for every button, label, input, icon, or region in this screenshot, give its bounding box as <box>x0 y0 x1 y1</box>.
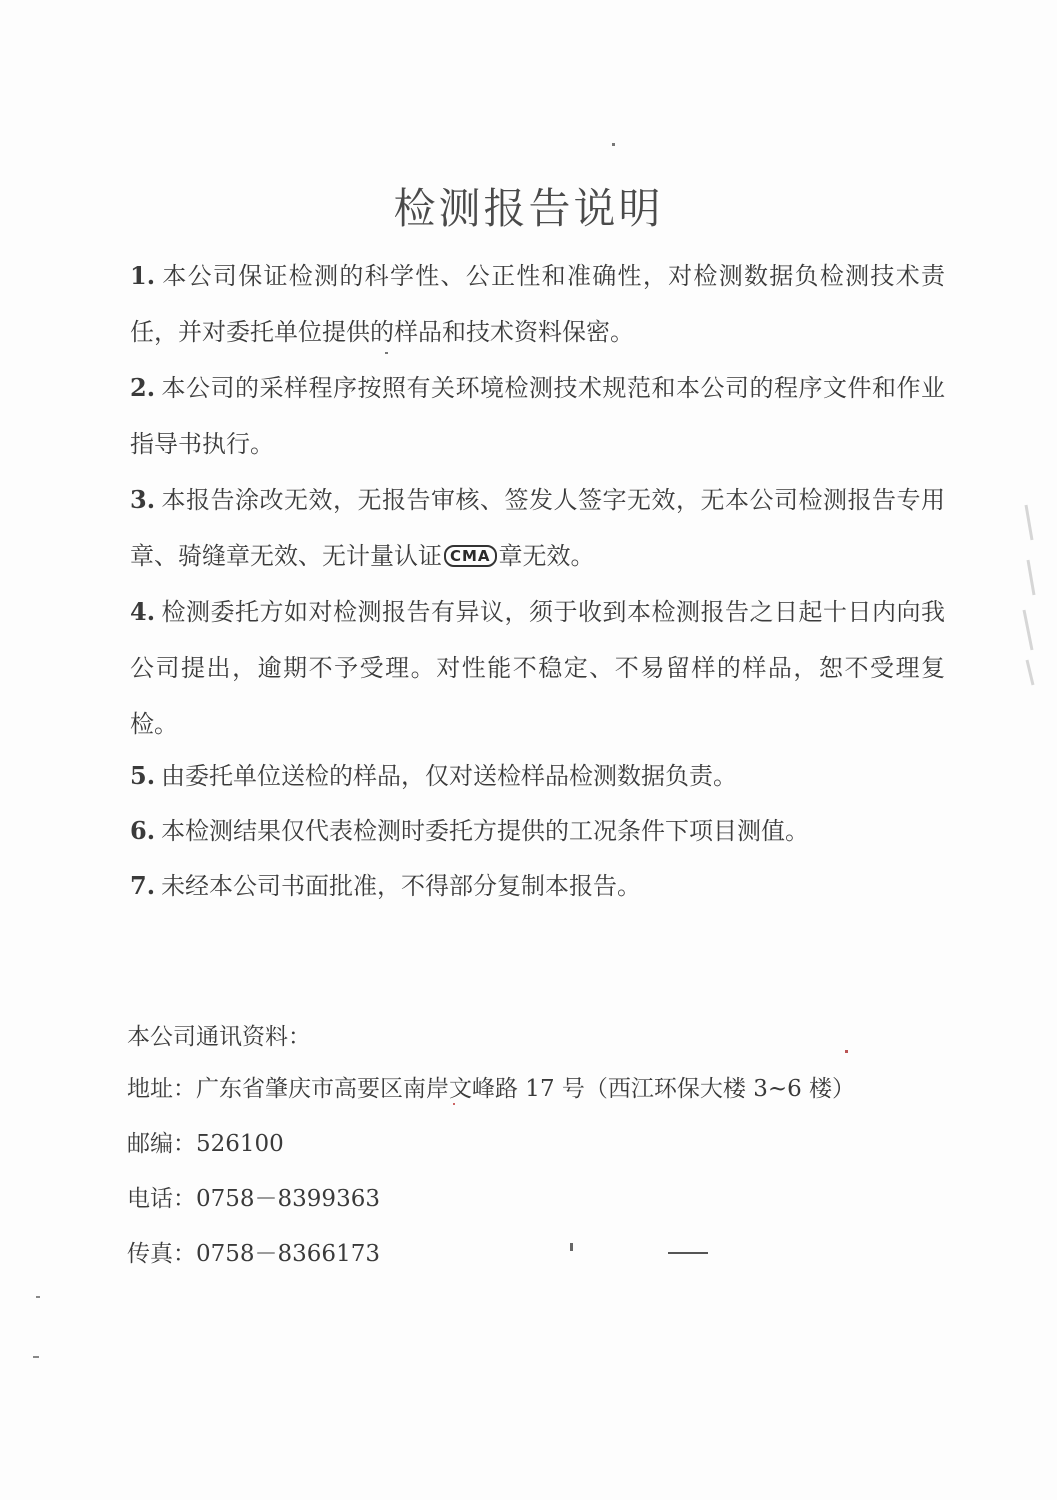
list-item <box>130 858 945 914</box>
list-item <box>130 803 945 859</box>
item-text: 未经本公司书面批准，不得部分复制本报告。 <box>161 872 642 900</box>
item-number: 2. <box>130 373 156 402</box>
item-text: 本公司的采样程序按照有关环境检测技术规范和本公司的程序文件和作业指导书执行。 <box>130 374 945 458</box>
item-text: 由委托单位送检的样品，仅对送检样品检测数据负责。 <box>161 762 738 790</box>
fax-value: 0758－8366173 <box>196 1241 380 1267</box>
list-item <box>130 584 945 752</box>
contact-fax <box>127 1235 380 1268</box>
scan-speck <box>33 1356 39 1358</box>
scan-speck <box>385 352 388 354</box>
item-text: 检测委托方如对检测报告有异议，须于收到本检测报告之日起十日内向我公司提出，逾期不予受理。对性能不稳定、不易留样的样品，恕不受理复检。 <box>130 598 945 738</box>
contact-address <box>127 1070 855 1103</box>
contact-heading: 本公司通讯资料： <box>127 1024 311 1050</box>
list-item <box>130 472 945 584</box>
scan-speck <box>570 1243 573 1251</box>
item-text-after: 章无效。 <box>498 542 595 570</box>
edge-smudge <box>1018 500 1044 690</box>
scan-speck <box>453 1103 455 1105</box>
postcode-value: 526100 <box>196 1131 284 1157</box>
contact-postcode <box>127 1125 284 1158</box>
address-value: 广东省肇庆市高要区南岸文峰路 17 号（西江环保大楼 3~6 楼） <box>196 1076 856 1102</box>
item-number: 3. <box>130 485 156 514</box>
item-number: 7. <box>130 871 156 900</box>
scan-speck <box>612 143 615 146</box>
list-item <box>130 248 945 360</box>
cma-certification-mark: CMA <box>444 545 497 567</box>
item-text: 本报告涂改无效，无报告审核、签发人签字无效，无本公司检测报告专用章、骑缝章无效、无计量认证 <box>130 486 945 570</box>
fax-label: 传真： <box>127 1241 196 1267</box>
scan-speck <box>845 1050 848 1053</box>
item-number: 5. <box>130 761 156 790</box>
phone-label: 电话： <box>127 1186 196 1212</box>
item-text: 本公司保证检测的科学性、公正性和准确性，对检测数据负检测技术责任，并对委托单位提供的样品和技术资料保密。 <box>130 262 945 346</box>
list-item <box>130 360 945 472</box>
item-number: 4. <box>130 597 156 626</box>
postcode-label: 邮编： <box>127 1131 196 1157</box>
list-item <box>130 748 945 804</box>
page-title: 检测报告说明 <box>393 184 664 233</box>
scan-speck <box>36 1296 40 1298</box>
item-text: 本检测结果仅代表检测时委托方提供的工况条件下项目测值。 <box>161 817 810 845</box>
item-number: 6. <box>130 816 156 845</box>
scan-smudge <box>668 1252 708 1254</box>
contact-phone <box>127 1180 380 1213</box>
item-number: 1. <box>130 261 156 290</box>
address-label: 地址： <box>127 1076 196 1102</box>
phone-value: 0758－8399363 <box>196 1186 380 1212</box>
